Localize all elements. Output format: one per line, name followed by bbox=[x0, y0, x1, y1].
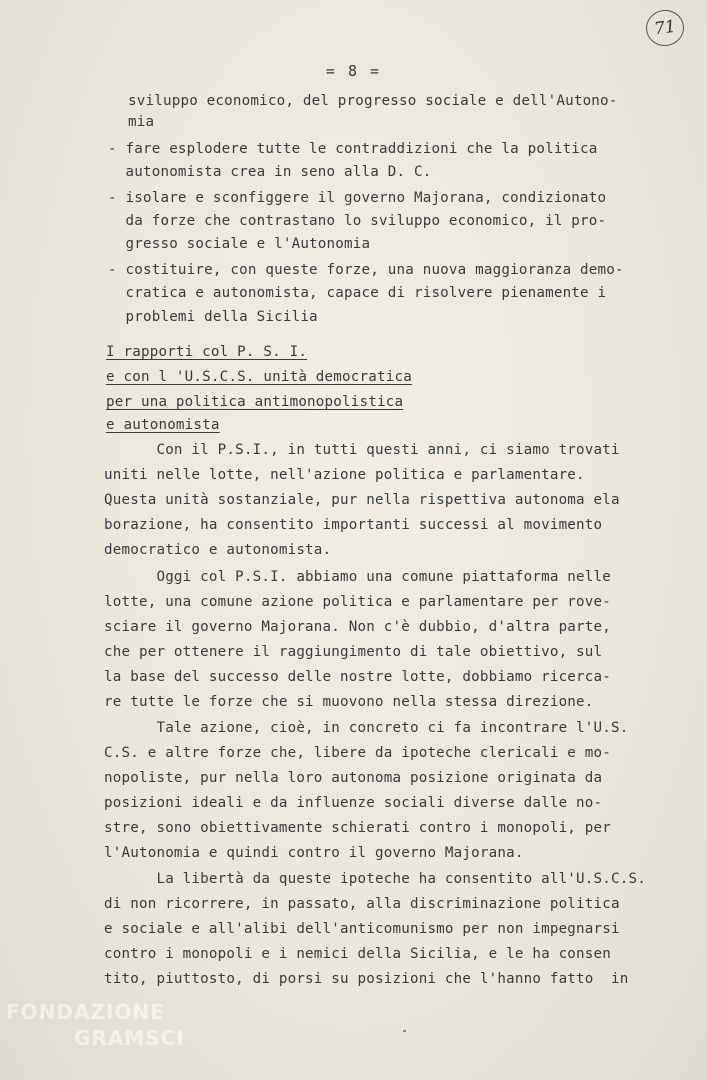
body-line: Oggi col P.S.I. abbiamo una comune piattaforma nelle bbox=[104, 569, 612, 585]
list-item: da forze che contrastano lo sviluppo economico, il pro- bbox=[108, 213, 607, 229]
folio-stamp: 71 bbox=[644, 8, 687, 49]
body-line: sciare il governo Majorana. Non c'è dubbio, d'altra parte, bbox=[104, 619, 612, 635]
body-line: di non ricorrere, in passato, alla discriminazione politica bbox=[104, 896, 620, 912]
body-line: democratico e autonomista. bbox=[104, 542, 332, 558]
body-line: che per ottenere il raggiungimento di tale obiettivo, sul bbox=[104, 644, 603, 660]
list-item: autonomista crea in seno alla D. C. bbox=[108, 164, 432, 180]
body-line: tito, piuttosto, di porsi su posizioni che l'hanno fatto in bbox=[104, 971, 629, 987]
body-line: lotte, una comune azione politica e parlamentare per rove- bbox=[104, 594, 612, 610]
body-line: contro i monopoli e i nemici della Sicilia, e le ha consen bbox=[104, 946, 612, 962]
body-line: C.S. e altre forze che, libere da ipoteche clericali e mo- bbox=[104, 745, 612, 761]
list-item: - isolare e sconfiggere il governo Majorana, condizionato bbox=[108, 190, 607, 206]
list-item: gresso sociale e l'Autonomia bbox=[108, 236, 371, 252]
page-number: = 8 = bbox=[325, 62, 382, 80]
section-heading: I rapporti col P. S. I. bbox=[106, 344, 308, 360]
body-line: nopoliste, pur nella loro autonoma posizione originata da bbox=[104, 770, 603, 786]
section-heading: e autonomista bbox=[106, 417, 220, 433]
body-line: Questa unità sostanziale, pur nella rispettiva autonoma ela bbox=[104, 492, 620, 508]
section-heading: e con l 'U.S.C.S. unità democratica bbox=[106, 369, 412, 385]
body-line: uniti nelle lotte, nell'azione politica e parlamentare. bbox=[104, 467, 585, 483]
body-line: Tale azione, cioè, in concreto ci fa incontrare l'U.S. bbox=[104, 720, 629, 736]
list-item: - fare esplodere tutte le contraddizioni che la politica bbox=[108, 141, 598, 157]
list-item: - costituire, con queste forze, una nuova maggioranza demo- bbox=[108, 262, 624, 278]
watermark-logo bbox=[6, 1000, 185, 1050]
body-line: stre, sono obiettivamente schierati contro i monopoli, per bbox=[104, 820, 612, 836]
speck bbox=[403, 1030, 406, 1032]
text-line: sviluppo economico, del progresso sociale e dell'Autono- bbox=[128, 93, 618, 109]
list-item: problemi della Sicilia bbox=[108, 309, 318, 325]
body-line: e sociale e all'alibi dell'anticomunismo per non impegnarsi bbox=[104, 921, 620, 937]
watermark-text: FONDAZIONE bbox=[6, 1000, 165, 1024]
list-item: cratica e autonomista, capace di risolvere pienamente i bbox=[108, 285, 607, 301]
body-line: posizioni ideali e da influenze sociali diverse dalle no- bbox=[104, 795, 603, 811]
body-line: Con il P.S.I., in tutti questi anni, ci siamo trovati bbox=[104, 442, 620, 458]
watermark-text: GRAMSCI bbox=[74, 1026, 185, 1050]
text-line: mia bbox=[128, 114, 155, 130]
body-line: l'Autonomia e quindi contro il governo Majorana. bbox=[104, 845, 524, 861]
body-line: borazione, ha consentito importanti successi al movimento bbox=[104, 517, 603, 533]
body-line: La libertà da queste ipoteche ha consentito all'U.S.C.S. bbox=[104, 871, 646, 887]
section-heading: per una politica antimonopolistica bbox=[106, 394, 404, 410]
body-line: re tutte le forze che si muovono nella stessa direzione. bbox=[104, 694, 594, 710]
body-line: la base del successo delle nostre lotte, dobbiamo ricerca- bbox=[104, 669, 612, 685]
